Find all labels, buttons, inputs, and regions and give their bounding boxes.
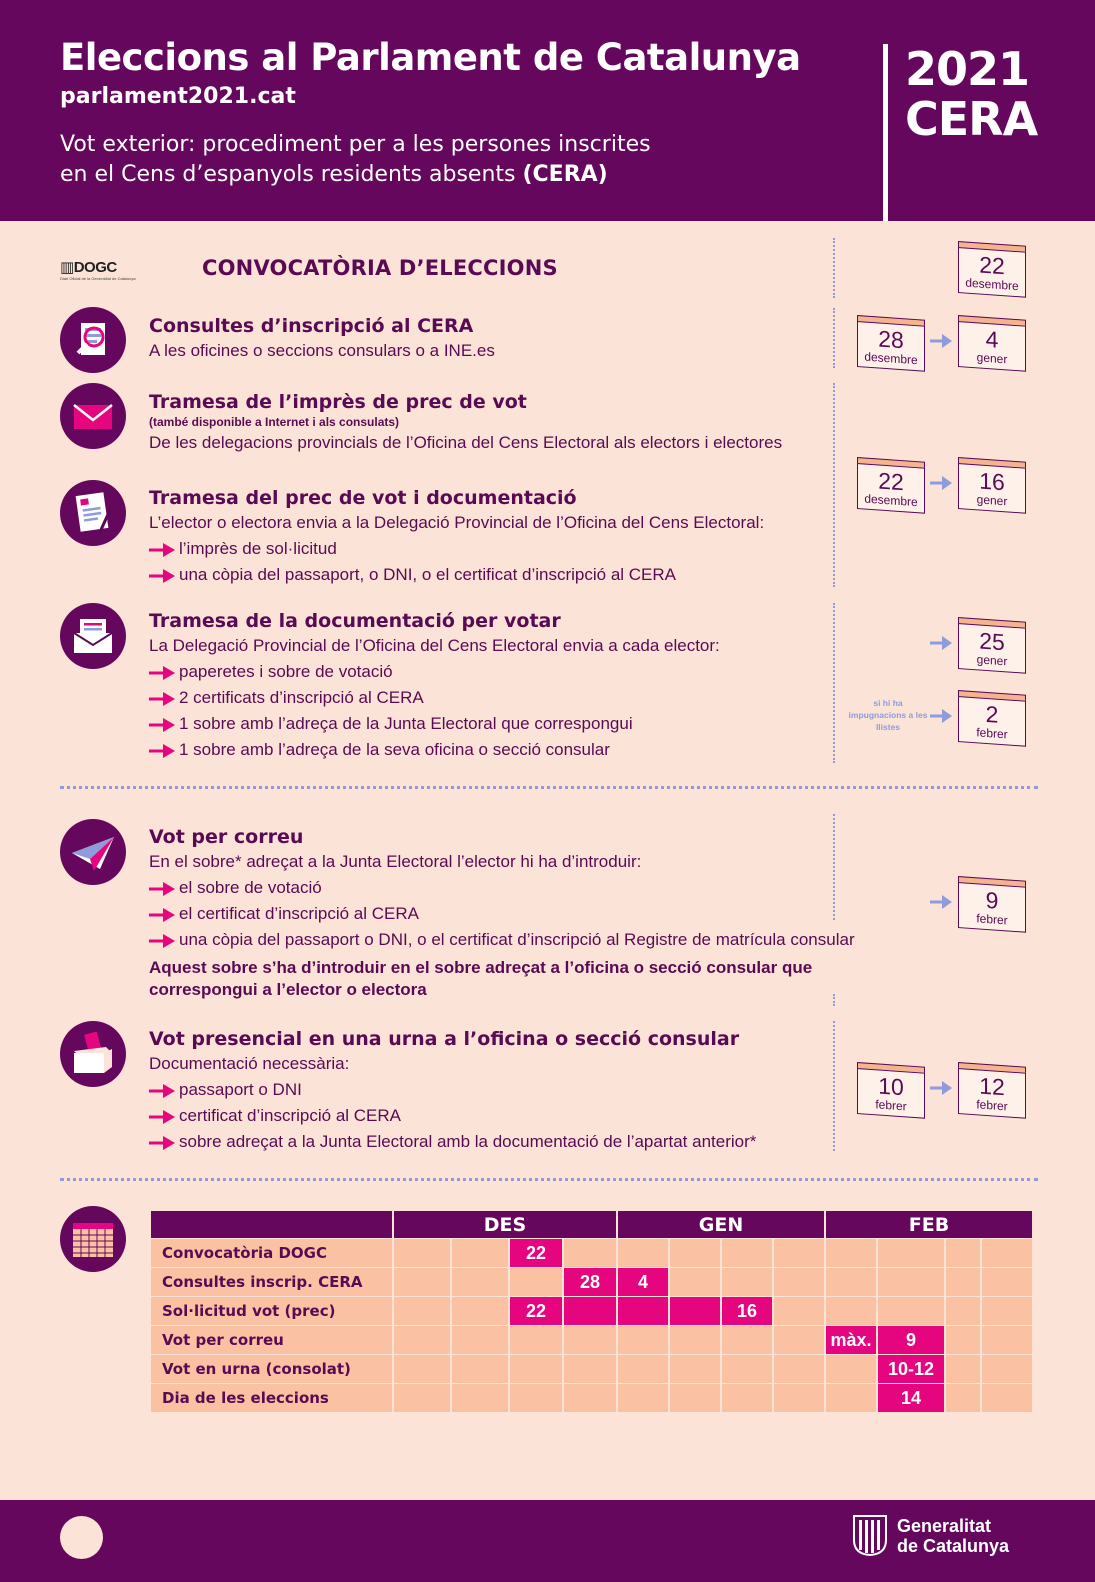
- calendar-cell: [946, 1355, 980, 1383]
- calendar-cell: [722, 1268, 772, 1296]
- section-tramesa-prec: [149, 486, 839, 588]
- dogc-logo-sub: Diari Oficial de la Generalitat de Catalunya: [60, 276, 136, 281]
- list-item: paperetes i sobre de votació: [149, 659, 839, 685]
- calendar-cell: [946, 1268, 980, 1296]
- calendar-cell: [670, 1384, 720, 1412]
- calendar-cell: 22: [510, 1239, 562, 1267]
- form-document-icon: [60, 480, 126, 546]
- dogc-logo-text: ▥DOGC: [60, 259, 117, 276]
- calendar-cell: [722, 1355, 772, 1383]
- pink-arrow-icon: [149, 933, 175, 949]
- calendar-cell: [564, 1326, 616, 1354]
- magnifier-document-icon: [60, 307, 126, 373]
- calendar-cell: [510, 1326, 562, 1354]
- calendar-cell: 14: [878, 1384, 944, 1412]
- section-title: Tramesa del prec de vot i documentació: [149, 487, 577, 509]
- calendar-cell: [510, 1384, 562, 1412]
- calendar-cell: [670, 1326, 720, 1354]
- section-text: De les delegacions provincials de l’Oficina del Cens Electoral als electors i electores: [149, 433, 783, 452]
- section-title: Vot per correu: [149, 826, 304, 848]
- section-text: En el sobre* adreçat a la Junta Electoral l’elector hi ha d’introduir:: [149, 852, 642, 871]
- calendar-cell: [670, 1268, 720, 1296]
- pink-arrow-icon: [149, 881, 175, 897]
- table-row: [151, 1326, 1032, 1354]
- month-header: DES: [394, 1211, 616, 1238]
- calendar-cell: 28: [564, 1268, 616, 1296]
- website-link[interactable]: parlament2021.cat: [60, 84, 296, 109]
- subtitle: [60, 130, 651, 190]
- calendar-cell: [774, 1355, 824, 1383]
- section-title: Tramesa de la documentació per votar: [149, 610, 561, 632]
- list-item: sobre adreçat a la Junta Electoral amb la documentació de l’apartat anterior*: [149, 1129, 839, 1155]
- section-consultes: [149, 314, 839, 364]
- calendar-cell: [774, 1297, 824, 1325]
- pink-arrow-icon: [149, 907, 175, 923]
- section-bold-note: Aquest sobre s’ha d’introduir en el sobre adreçat a l’oficina o secció consular que correspongui a l’elector o electora: [149, 958, 813, 999]
- arrow-right-icon: [930, 474, 952, 492]
- calendar-cell: [946, 1239, 980, 1267]
- calendar-date: 10 febrer: [857, 1062, 925, 1114]
- section-divider: [60, 786, 1038, 789]
- section-vot-correu: [149, 825, 949, 1001]
- calendar-cell: [826, 1239, 876, 1267]
- page-title: Eleccions al Parlament de Catalunya: [60, 36, 801, 79]
- calendar-cell: 16: [722, 1297, 772, 1325]
- calendar-date: 2 febrer: [958, 690, 1026, 742]
- calendar-cell: [722, 1326, 772, 1354]
- section-title: Vot presencial en una urna a l’oficina o secció consular: [149, 1028, 740, 1050]
- envelope-icon: [60, 383, 126, 449]
- calendar-cell: [982, 1268, 1032, 1296]
- calendar-cell: [670, 1355, 720, 1383]
- row-label: Dia de les eleccions: [151, 1384, 392, 1412]
- list-item: certificat d’inscripció al CERA: [149, 1103, 839, 1129]
- calendar-cell: [826, 1384, 876, 1412]
- divider: [833, 238, 835, 298]
- table-row: [151, 1268, 1032, 1296]
- pink-arrow-icon: [149, 1109, 175, 1125]
- section-note: (també disponible a Internet i als consulats): [149, 415, 400, 429]
- pink-arrow-icon: [149, 1083, 175, 1099]
- generalitat-logo-icon: [852, 1514, 888, 1556]
- section-tramesa-doc: [149, 609, 839, 763]
- calendar-cell: [774, 1384, 824, 1412]
- header-divider: [883, 44, 888, 221]
- section-tramesa-impres: [149, 390, 839, 456]
- calendar-cell: [564, 1297, 616, 1325]
- convocatoria-title: CONVOCATÒRIA D’ELECCIONS: [202, 256, 558, 280]
- calendar-cell: [452, 1239, 508, 1267]
- impugnacions-note: si hi ha impugnacions a les llistes: [848, 698, 928, 732]
- section-text: A les oficines o seccions consulars o a INE.es: [149, 341, 495, 360]
- ballot-box-icon: [60, 1021, 126, 1087]
- calendar-date: 25 gener: [958, 617, 1026, 669]
- pink-arrow-icon: [149, 542, 175, 558]
- list-item: una còpia del passaport, o DNI, o el certificat d’inscripció al CERA: [149, 562, 839, 588]
- year: 2021: [905, 42, 1030, 96]
- calendar-cell: [722, 1239, 772, 1267]
- calendar-cell: [618, 1326, 668, 1354]
- pink-arrow-icon: [149, 743, 175, 759]
- arrow-right-icon: [930, 707, 952, 725]
- cera-label: CERA: [905, 92, 1038, 146]
- calendar-cell: [878, 1297, 944, 1325]
- row-label: Consultes inscrip. CERA: [151, 1268, 392, 1296]
- calendar-cell: [826, 1297, 876, 1325]
- month-header: FEB: [826, 1211, 1032, 1238]
- arrow-right-icon: [930, 1079, 952, 1097]
- pink-arrow-icon: [149, 568, 175, 584]
- calendar-cell: [826, 1355, 876, 1383]
- subtitle-line2-text: en el Cens d’espanyols residents absents: [60, 162, 516, 187]
- calendar-cell: 10-12: [878, 1355, 944, 1383]
- calendar-cell: [670, 1297, 720, 1325]
- calendar-cell: [774, 1239, 824, 1267]
- calendar-date: 28 desembre: [857, 315, 925, 367]
- open-envelope-icon: [60, 603, 126, 669]
- calendar-cell: 22: [510, 1297, 562, 1325]
- row-label: Convocatòria DOGC: [151, 1239, 392, 1267]
- list-item: el sobre de votació: [149, 875, 949, 901]
- calendar-cell: [394, 1239, 450, 1267]
- calendar-cell: [826, 1268, 876, 1296]
- calendar-cell: [946, 1384, 980, 1412]
- calendar-cell: [618, 1384, 668, 1412]
- generalitat-name: Generalitat de Catalunya: [897, 1516, 1010, 1556]
- month-header: GEN: [618, 1211, 824, 1238]
- calendar-cell: [722, 1384, 772, 1412]
- list-item: una còpia del passaport o DNI, o el certificat d’inscripció al Registre de matrícula consular: [149, 927, 949, 953]
- calendar-date: 22 desembre: [857, 457, 925, 509]
- calendar-cell: [394, 1355, 450, 1383]
- calendar-cell: [394, 1384, 450, 1412]
- list-item: passaport o DNI: [149, 1077, 839, 1103]
- calendar-cell: [618, 1297, 668, 1325]
- footer: [0, 1500, 1095, 1582]
- calendar-cell: [618, 1355, 668, 1383]
- calendar-icon: [60, 1206, 126, 1272]
- list-item: 2 certificats d’inscripció al CERA: [149, 685, 839, 711]
- list-item: 1 sobre amb l’adreça de la Junta Electoral que correspongui: [149, 711, 839, 737]
- calendar-cell: [510, 1268, 562, 1296]
- calendar-date: 12 febrer: [958, 1062, 1026, 1114]
- calendar-cell: [452, 1297, 508, 1325]
- dogc-logo: [60, 258, 136, 281]
- calendar-cell: [510, 1355, 562, 1383]
- pink-arrow-icon: [149, 717, 175, 733]
- section-text: L’elector o electora envia a la Delegació Provincial de l’Oficina del Cens Electoral:: [149, 513, 765, 532]
- pink-arrow-icon: [149, 691, 175, 707]
- calendar-cell: [564, 1239, 616, 1267]
- schedule-table: [149, 1210, 1034, 1413]
- subtitle-line1: Vot exterior: procediment per a les persones inscrites: [60, 132, 651, 157]
- table-row: [151, 1239, 1032, 1267]
- arrow-right-icon: [930, 634, 952, 652]
- list-item: el certificat d’inscripció al CERA: [149, 901, 949, 927]
- calendar-cell: [452, 1384, 508, 1412]
- calendar-cell: [394, 1326, 450, 1354]
- calendar-cell: [982, 1384, 1032, 1412]
- calendar-cell: [982, 1355, 1032, 1383]
- calendar-cell: [774, 1268, 824, 1296]
- calendar-cell: màx.: [826, 1326, 876, 1354]
- section-title: Consultes d’inscripció al CERA: [149, 315, 474, 337]
- calendar-cell: [394, 1268, 450, 1296]
- row-label: Vot en urna (consolat): [151, 1355, 392, 1383]
- calendar-cell: [982, 1297, 1032, 1325]
- section-title: Tramesa de l’imprès de prec de vot: [149, 391, 527, 413]
- calendar-cell: [394, 1297, 450, 1325]
- calendar-cell: 4: [618, 1268, 668, 1296]
- section-vot-presencial: [149, 1027, 839, 1155]
- calendar-cell: [774, 1326, 824, 1354]
- list-item: 1 sobre amb l’adreça de la seva oficina o secció consular: [149, 737, 839, 763]
- calendar-cell: [878, 1239, 944, 1267]
- arrow-right-icon: [930, 332, 952, 350]
- section-divider: [60, 1178, 1038, 1181]
- calendar-cell: [946, 1297, 980, 1325]
- pink-arrow-icon: [149, 665, 175, 681]
- table-row: [151, 1384, 1032, 1412]
- calendar-date: 9 febrer: [958, 876, 1026, 928]
- table-row: [151, 1297, 1032, 1325]
- calendar-cell: [982, 1239, 1032, 1267]
- row-label: Sol·licitud vot (prec): [151, 1297, 392, 1325]
- calendar-cell: [452, 1268, 508, 1296]
- calendar-date: 4 gener: [958, 315, 1026, 367]
- calendar-cell: [564, 1384, 616, 1412]
- section-text: La Delegació Provincial de l’Oficina del Cens Electoral envia a cada elector:: [149, 636, 720, 655]
- calendar-cell: 9: [878, 1326, 944, 1354]
- subtitle-line2: [60, 160, 651, 190]
- calendar-cell: [946, 1326, 980, 1354]
- subtitle-bold: (CERA): [522, 162, 608, 187]
- calendar-cell: [878, 1268, 944, 1296]
- calendar-cell: [670, 1239, 720, 1267]
- calendar-cell: [618, 1239, 668, 1267]
- paper-plane-icon: [60, 819, 126, 885]
- year-badge: [905, 44, 1037, 144]
- header: [0, 0, 1095, 221]
- row-label: Vot per correu: [151, 1326, 392, 1354]
- section-text: Documentació necessària:: [149, 1054, 350, 1073]
- circle-logo: [60, 1516, 103, 1559]
- list-item: l’imprès de sol·licitud: [149, 536, 839, 562]
- calendar-cell: [452, 1326, 508, 1354]
- calendar-cell: [982, 1326, 1032, 1354]
- calendar-date: 22 desembre: [958, 241, 1026, 293]
- table-row: [151, 1355, 1032, 1383]
- calendar-date: 16 gener: [958, 457, 1026, 509]
- calendar-cell: [564, 1355, 616, 1383]
- calendar-cell: [452, 1355, 508, 1383]
- pink-arrow-icon: [149, 1135, 175, 1151]
- arrow-right-icon: [930, 893, 952, 911]
